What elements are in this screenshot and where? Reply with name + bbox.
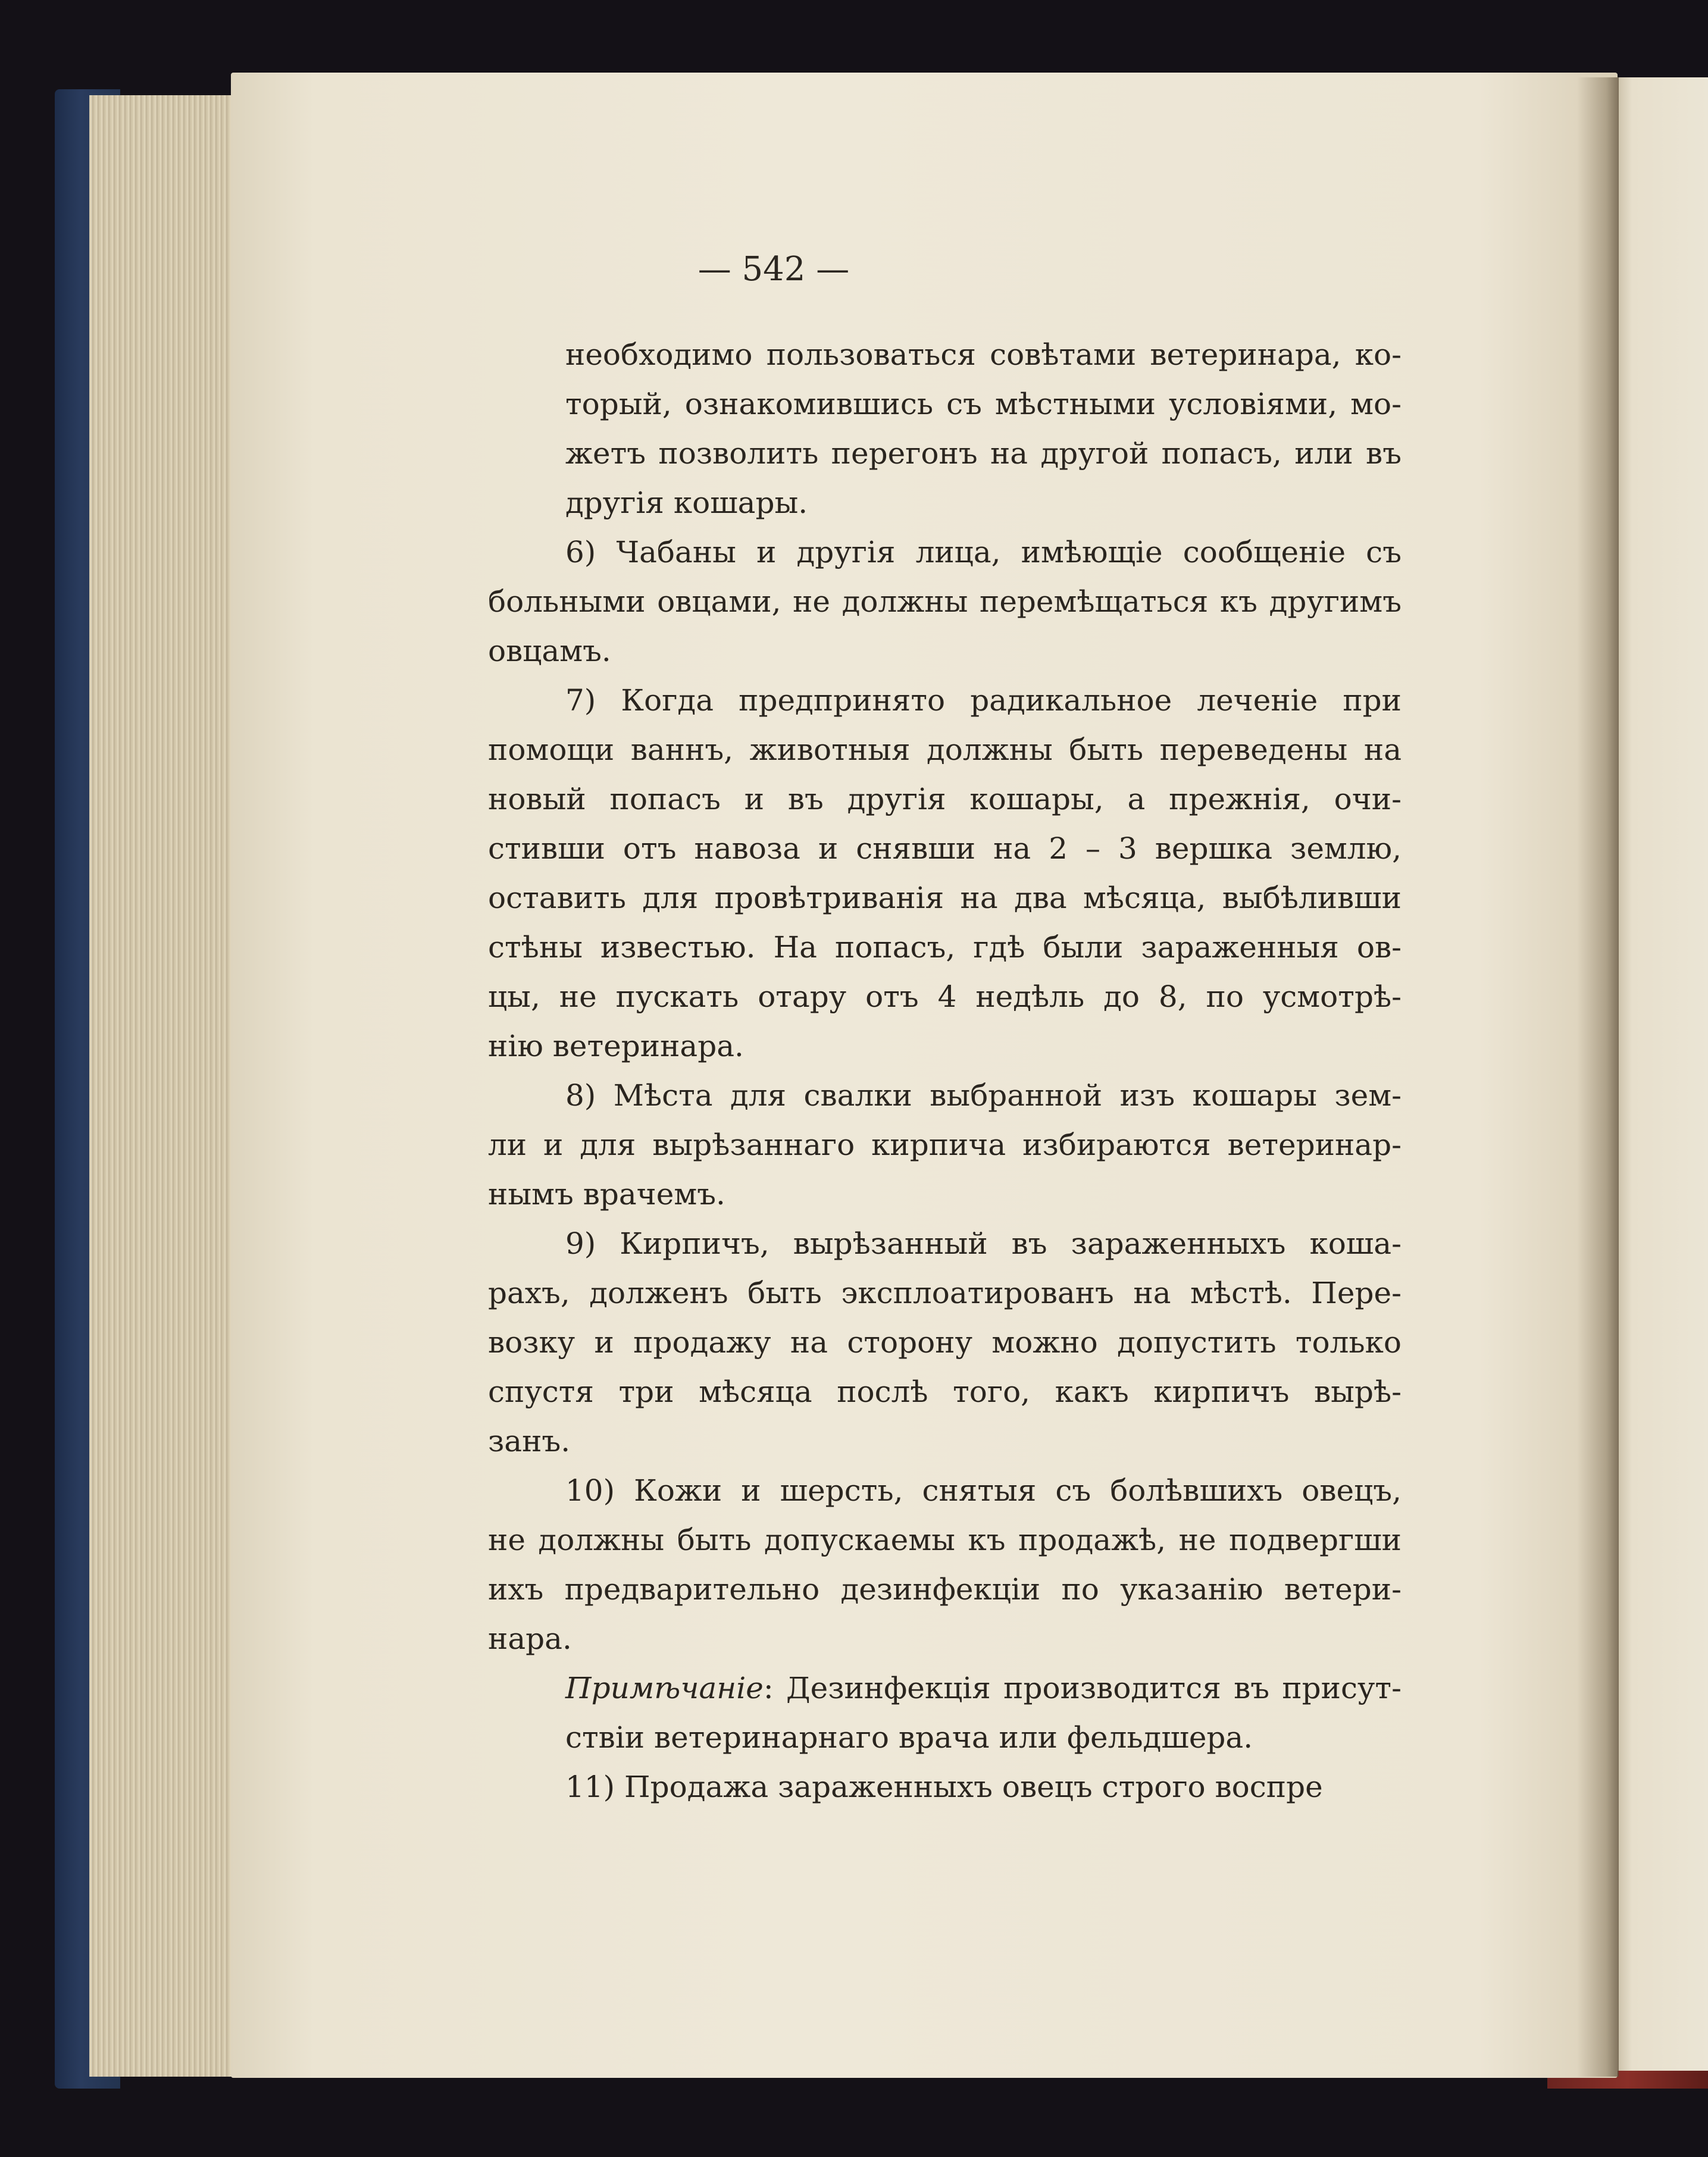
page-edges-left [89,95,238,2077]
text-line: ствіи ветеринарнаго врача или фельдшера. [565,1720,1253,1755]
text-line: нымъ врачемъ. [488,1177,725,1211]
text-line: торый, ознакомившись съ мѣстными условіями, мо- [565,387,1402,421]
page-number: — 542 — [697,250,850,289]
text-line: новый попасъ и въ другія кошары, а прежнія, очи- [488,782,1402,816]
text-line: стѣны известью. На попасъ, гдѣ были зараженныя ов- [488,930,1402,965]
text-line: жетъ позволить перегонъ на другой попасъ, или въ [565,436,1402,471]
text-line: нара. [488,1621,572,1656]
paragraph-6 [488,528,1402,676]
text-line: помощи ваннъ, животныя должны быть переведены на [488,732,1402,767]
text-line: 6) Чабаны и другія лица, имѣющіе сообщеніе съ [565,535,1402,569]
note [488,1664,1402,1762]
paragraph-5-continuation [488,330,1402,528]
text-line: оставить для провѣтриванія на два мѣсяца, выбѣливши [488,881,1402,915]
paragraph-9 [488,1219,1402,1466]
page-gutter-shadow [1577,77,1619,2077]
text-line: занъ. [488,1424,571,1458]
text-line: нію ветеринара. [488,1029,744,1063]
page-body-text [488,330,1402,1812]
text-line: спустя три мѣсяца послѣ того, какъ кирпичъ вырѣ- [488,1375,1402,1409]
text-line: необходимо пользоваться совѣтами ветеринара, ко- [565,337,1402,372]
text-line: цы, не пускать отару отъ 4 недѣль до 8, по усмотрѣ- [488,979,1402,1014]
paragraph-10 [488,1466,1402,1664]
text-line: 7) Когда предпринято радикальное леченіе при [565,683,1402,718]
text-line: 11) Продажа зараженныхъ овецъ строго воспре [565,1770,1323,1804]
note-first-line [565,1664,1402,1713]
text-line: ихъ предварительно дезинфекціи по указанію ветери- [488,1572,1402,1607]
text-line: больными овцами, не должны перемѣщаться къ другимъ [488,584,1402,619]
text-line: овцамъ. [488,634,611,668]
paragraph-11 [488,1762,1402,1812]
text-line: ли и для вырѣзаннаго кирпича избираются ветеринар- [488,1128,1402,1162]
text-line: другія кошары. [565,486,808,520]
note-term: Примѣчаніе [565,1671,764,1705]
text-line: возку и продажу на сторону можно допустить только [488,1325,1402,1360]
text-line: 8) Мѣста для свалки выбранной изъ кошары зем- [565,1078,1402,1113]
text-line: 9) Кирпичъ, вырѣзанный въ зараженныхъ коша- [565,1226,1402,1261]
text-line: 10) Кожи и шерсть, снятыя съ болѣвшихъ овецъ, [565,1473,1402,1508]
note-text: : Дезинфекція производится въ присут- [763,1671,1402,1705]
text-line: рахъ, долженъ быть эксплоатированъ на мѣстѣ. Пере- [488,1276,1402,1310]
paragraph-7 [488,676,1402,1071]
text-line: не должны быть допускаемы къ продажѣ, не подвергши [488,1523,1402,1557]
paragraph-8 [488,1071,1402,1219]
facing-page-edge [1607,77,1708,2071]
text-line: стивши отъ навоза и снявши на 2 – 3 вершка землю, [488,831,1402,866]
